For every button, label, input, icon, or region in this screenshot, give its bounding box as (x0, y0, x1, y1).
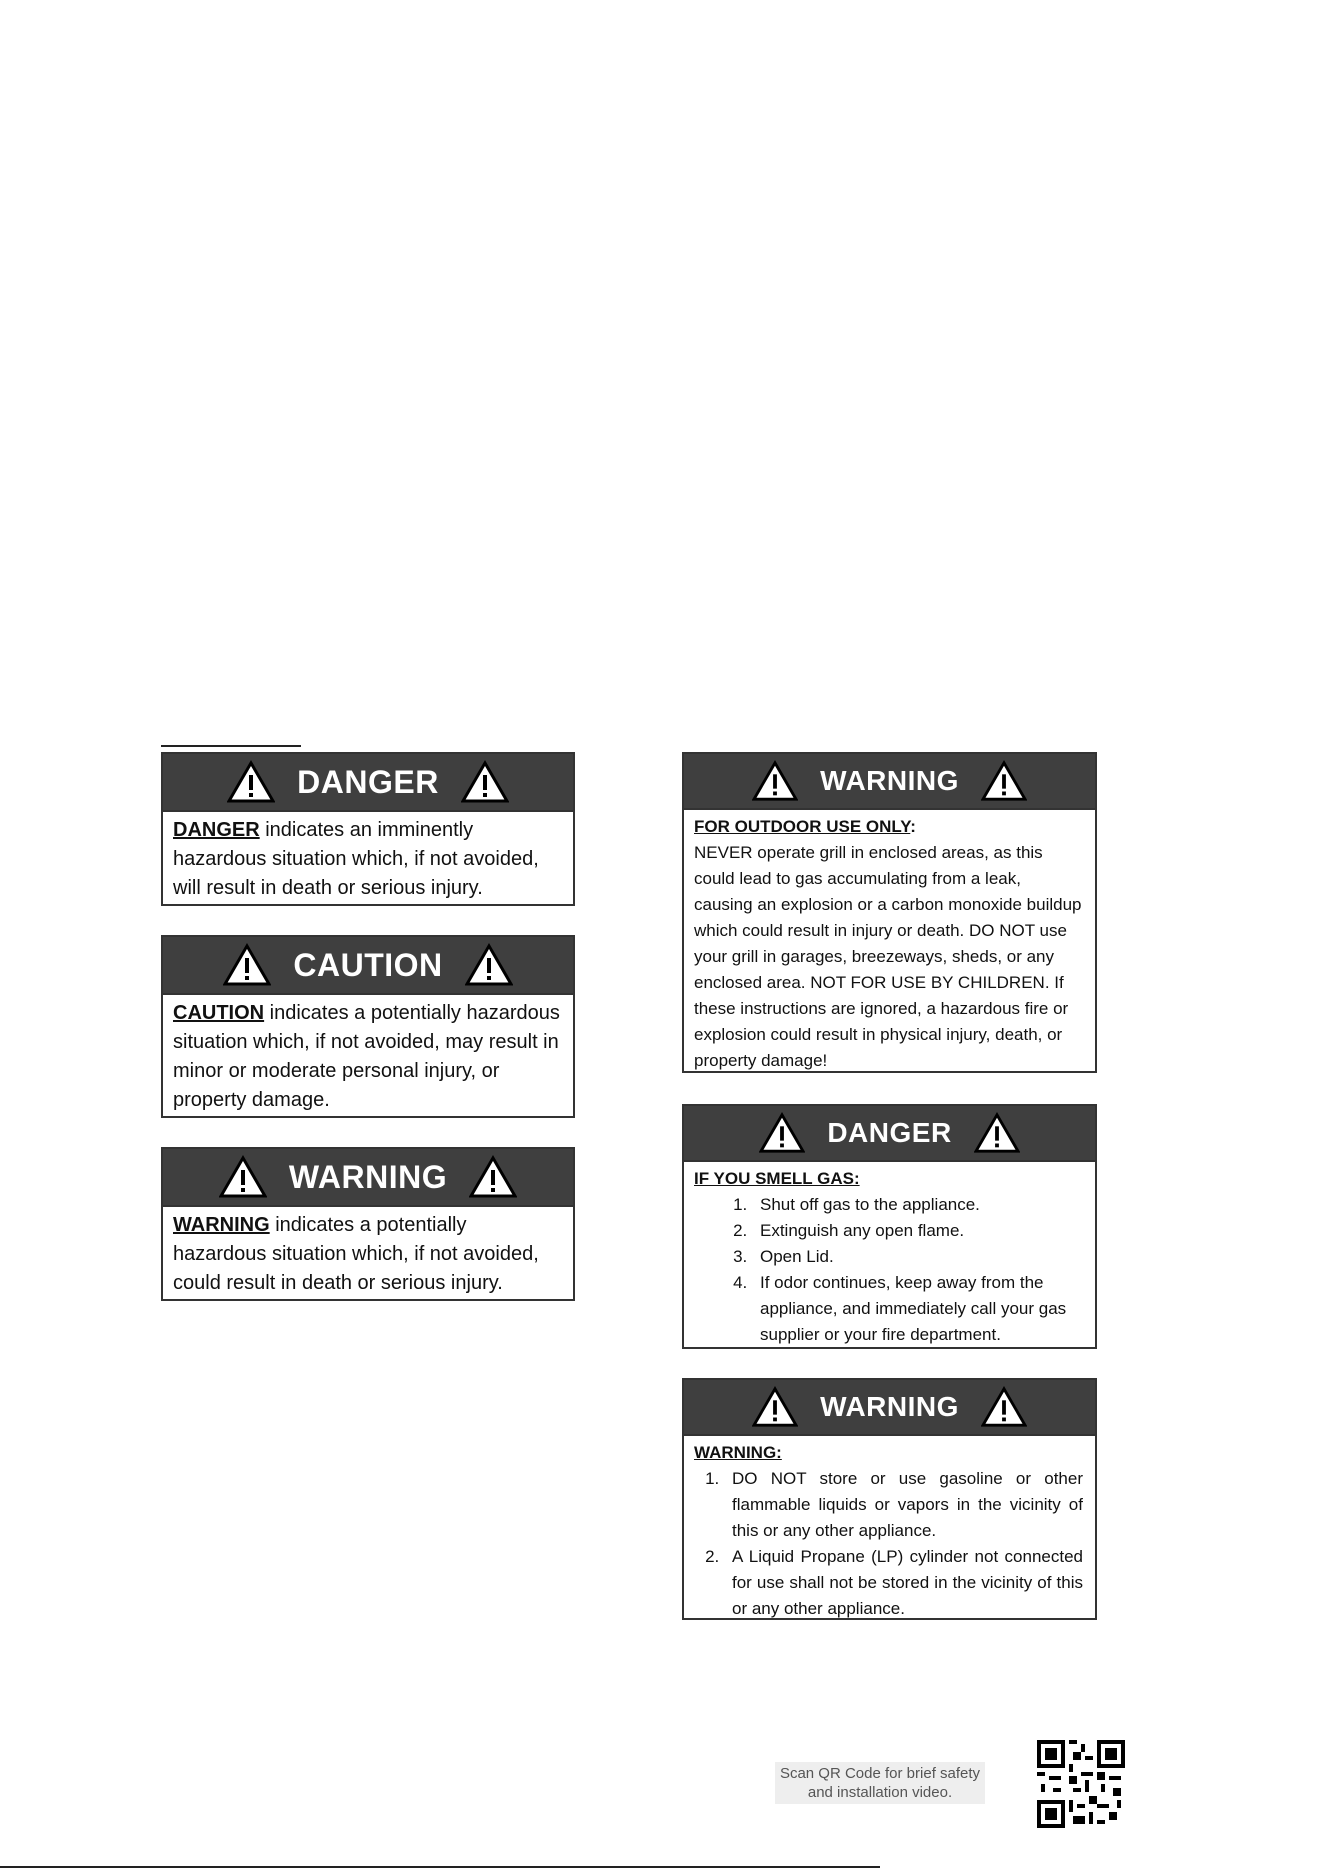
warning-lead: WARNING (173, 1214, 270, 1236)
warning-triangle-icon (219, 1155, 267, 1199)
warning-triangle-icon (759, 1112, 805, 1154)
qr-code-icon[interactable] (1033, 1736, 1129, 1832)
caution-text: indicates a potentially hazardous situation which, if not avoided, may result in minor or moderate personal injury, or property damage. (173, 1002, 560, 1111)
danger-lead: DANGER (173, 819, 260, 841)
danger-body (163, 812, 573, 907)
warning-body (163, 1207, 573, 1302)
outdoor-heading-suffix: : (910, 817, 916, 836)
danger-title: DANGER (297, 763, 439, 800)
warning-triangle-icon (752, 760, 798, 802)
warning-triangle-icon (461, 760, 509, 804)
storage-items (694, 1466, 1083, 1622)
list-item: 4. If odor continues, keep away from the appliance, and immediately call your gas supplier or your fire department. (752, 1270, 1083, 1348)
warning-triangle-icon (223, 943, 271, 987)
top-rule (161, 745, 301, 747)
caution-lead: CAUTION (173, 1002, 265, 1024)
smell-gas-steps (694, 1192, 1083, 1348)
smell-gas-title: DANGER (827, 1117, 952, 1148)
warning-triangle-icon (981, 760, 1027, 802)
list-item: 1. Shut off gas to the appliance. (752, 1192, 1083, 1218)
list-item: 3. Open Lid. (752, 1244, 1083, 1270)
warning-triangle-icon (227, 760, 275, 804)
storage-heading: WARNING: (694, 1443, 782, 1462)
smell-gas-heading: IF YOU SMELL GAS: (694, 1169, 860, 1188)
storage-warning-body (684, 1436, 1095, 1626)
smell-gas-danger-box (682, 1104, 1097, 1349)
smell-gas-body (684, 1162, 1095, 1352)
bottom-rule (0, 1866, 880, 1868)
list-item: 2. Extinguish any open flame. (752, 1218, 1083, 1244)
outdoor-heading-line (694, 814, 1083, 840)
warning-triangle-icon (981, 1386, 1027, 1428)
caution-definition-box (161, 935, 575, 1118)
list-item: 1. DO NOT store or use gasoline or other flammable liquids or vapors in the vicinity of this or any other appliance. (724, 1466, 1083, 1544)
danger-definition-box (161, 752, 575, 906)
outdoor-warning-header (684, 754, 1095, 810)
danger-header (163, 754, 573, 812)
warning-header (163, 1149, 573, 1207)
storage-warning-header (684, 1380, 1095, 1436)
warning-title: WARNING (288, 1158, 448, 1195)
caution-body (163, 995, 573, 1119)
outdoor-use-warning-box (682, 752, 1097, 1073)
warning-definition-box (161, 1147, 575, 1301)
warning-text: indicates a potentially hazardous situation which, if not avoided, could result in death or serious injury. (173, 1214, 539, 1294)
caution-title: CAUTION (293, 946, 443, 983)
danger-text: indicates an imminently hazardous situation which, if not avoided, will result in death or serious injury. (173, 819, 539, 899)
outdoor-heading: FOR OUTDOOR USE ONLY (694, 817, 911, 836)
warning-triangle-icon (469, 1155, 517, 1199)
warning-triangle-icon (465, 943, 513, 987)
warning-triangle-icon (974, 1112, 1020, 1154)
list-item: 2. A Liquid Propane (LP) cylinder not connected for use shall not be stored in the vicinity of this or any other appliance. (724, 1544, 1083, 1622)
smell-gas-header (684, 1106, 1095, 1162)
qr-caption: Scan QR Code for brief safety and installation video. (775, 1762, 985, 1804)
storage-warning-box (682, 1378, 1097, 1620)
outdoor-text: NEVER operate grill in enclosed areas, as this could lead to gas accumulating from a leak, causing an explosion or a carbon monoxide buildup which could result in injury or death. DO NOT use your grill in garages, breezeways, sheds, or any enclosed area. NOT FOR USE BY CHILDREN. If these instructions are ignored, a hazardous fire or explosion could result in physical injury, death, or property damage! (694, 843, 1082, 1070)
outdoor-warning-body (684, 810, 1095, 1078)
outdoor-warning-title: WARNING (820, 765, 959, 796)
warning-triangle-icon (752, 1386, 798, 1428)
storage-warning-title: WARNING (820, 1391, 959, 1422)
caution-header (163, 937, 573, 995)
